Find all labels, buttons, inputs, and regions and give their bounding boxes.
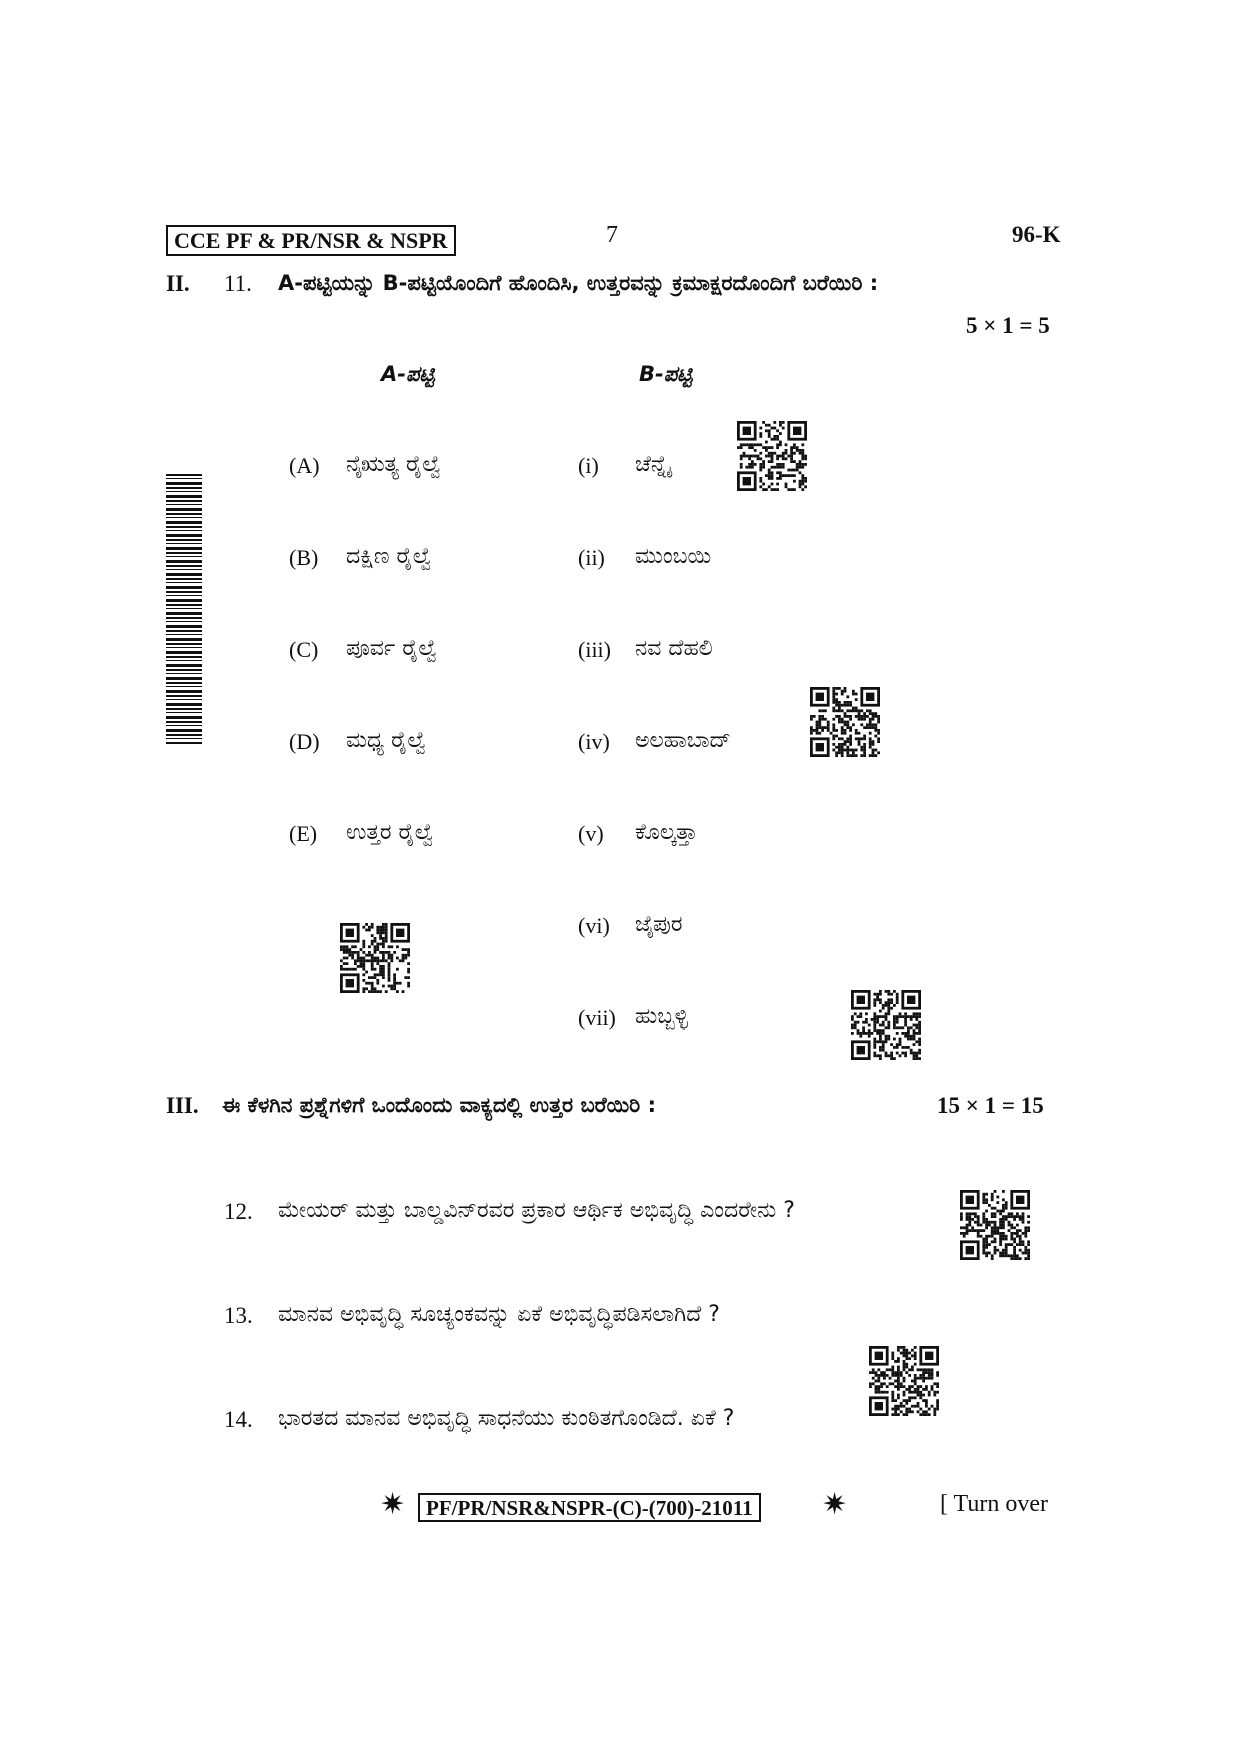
section-iii-marks: 15 × 1 = 15 <box>937 1093 1044 1118</box>
page-number: 7 <box>606 222 618 248</box>
qr-code-icon <box>869 1346 939 1416</box>
list-b-label: (vi) <box>578 913 610 938</box>
question-14-text: ಭಾರತದ ಮಾನವ ಅಭಿವೃದ್ಧಿ ಸಾಧನೆಯು ಕುಂಠಿತಗೊಂಡಿದೆ. ಏಕೆ ? <box>278 1406 735 1431</box>
list-b-item: ಮುಂಬಯಿ <box>635 544 712 569</box>
section-iii-number: III. <box>166 1093 199 1118</box>
list-a-item: ಉತ್ತರ ರೈಲ್ವೆ <box>346 820 434 845</box>
qr-code-icon <box>960 1190 1030 1260</box>
question-12-number: 12. <box>224 1199 253 1224</box>
list-a-label: (C) <box>289 637 319 662</box>
list-a-label: (B) <box>289 545 319 570</box>
list-a-item: ದಕ್ಷಿಣ ರೈಲ್ವೆ <box>346 544 432 569</box>
question-12-text: ಮೇಯರ್ ಮತ್ತು ಬಾಲ್ಡವಿನ್‌ರವರ ಪ್ರಕಾರ ಆರ್ಥಿಕ ಅಭಿವೃದ್ಧಿ ಎಂದರೇನು ? <box>278 1198 795 1223</box>
list-a-label: (A) <box>289 453 320 478</box>
list-b-label: (iii) <box>578 637 611 662</box>
list-a-heading: A-ಪಟ್ಟಿ <box>381 362 435 386</box>
list-a-label: (E) <box>289 821 318 846</box>
list-b-item: ಕೊಲ್ಕತ್ತಾ <box>635 820 698 845</box>
question-11-number: 11. <box>224 271 252 296</box>
star-icon: ✷ <box>380 1487 406 1522</box>
section-iii-instruction: ಈ ಕೆಳಗಿನ ಪ್ರಶ್ನೆಗಳಿಗೆ ಒಂದೊಂದು ವಾಕ್ಯದಲ್ಲಿ ಉತ್ತರ ಬರೆಯಿರಿ : <box>222 1093 656 1117</box>
section-ii-number: II. <box>166 271 190 296</box>
question-11-instruction: A-ಪಟ್ಟಿಯನ್ನು B-ಪಟ್ಟಿಯೊಂದಿಗೆ ಹೊಂದಿಸಿ, ಉತ್ತರವನ್ನು ಕ್ರಮಾಕ್ಷರದೊಂದಿಗೆ ಬರೆಯಿರಿ : <box>278 271 879 295</box>
list-b-label: (vii) <box>578 1005 616 1030</box>
qr-code-icon <box>737 421 807 491</box>
list-b-item: ಚೆನ್ನೈ <box>635 452 671 477</box>
list-b-label: (iv) <box>578 729 610 754</box>
list-b-item: ಜೈಪುರ <box>635 912 683 937</box>
list-a-item: ಮಧ್ಯ ರೈಲ್ವೆ <box>346 728 427 753</box>
list-b-label: (ii) <box>578 545 605 570</box>
footer-code-box: PF/PR/NSR&NSPR-(C)-(700)-21011 <box>418 1493 761 1522</box>
list-a-item: ನೈಋತ್ಯ ರೈಲ್ವೆ <box>346 452 442 477</box>
list-b-label: (v) <box>578 821 604 846</box>
list-a-label: (D) <box>289 729 320 754</box>
question-14-number: 14. <box>224 1407 253 1432</box>
list-b-item: ಅಲಹಾಬಾದ್ <box>635 728 731 753</box>
list-b-heading: B-ಪಟ್ಟಿ <box>639 362 693 386</box>
section-ii-marks: 5 × 1 = 5 <box>966 313 1050 338</box>
list-b-item: ಹುಬ್ಬಳ್ಳಿ <box>635 1004 689 1029</box>
question-13-text: ಮಾನವ ಅಭಿವೃದ್ಧಿ ಸೂಚ್ಯಂಕವನ್ನು ಏಕೆ ಅಭಿವೃದ್ಧಿಪಡಿಸಲಾಗಿದೆ ? <box>278 1302 720 1327</box>
turn-over-label: [ Turn over <box>940 1491 1049 1517</box>
list-a-item: ಪೂರ್ವ ರೈಲ್ವೆ <box>346 636 438 661</box>
exam-code-box: CCE PF & PR/NSR & NSPR <box>166 225 456 256</box>
list-b-label: (i) <box>578 453 599 478</box>
qr-code-icon <box>810 687 880 757</box>
barcode-icon <box>166 474 202 744</box>
question-13-number: 13. <box>224 1303 253 1328</box>
qr-code-icon <box>340 923 410 993</box>
qr-code-icon <box>851 990 921 1060</box>
list-b-item: ನವ ದೆಹಲಿ <box>635 636 713 661</box>
paper-code: 96-K <box>1012 222 1061 247</box>
star-icon: ✷ <box>822 1487 848 1522</box>
